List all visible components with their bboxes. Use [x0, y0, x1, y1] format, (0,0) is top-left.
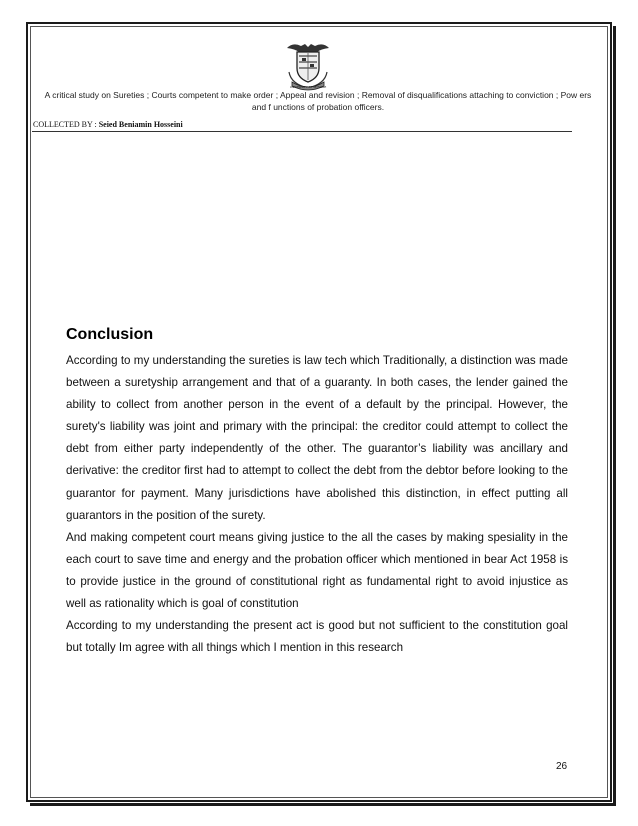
- university-crest-logo: [283, 38, 333, 94]
- collected-by: [33, 120, 183, 129]
- paragraph: According to my understanding the sureties is law tech which Traditionally, a distinction was made between a suretyship arrangement and that of a guaranty. In both cases, the lender gained the ability to collect from another person in the event of a default by the principal. However, the surety's liability was joint and primary with the principal: the creditor could attempt to collect the debt from either party independently of the other. The guarantor’s liability was ancillary and derivative: the creditor first had to attempt to collect the debt from the debtor before looking to the guarantor for payment. Many jurisdictions have abolished this distinction, in effect putting all guarantors in the position of the surety.: [66, 354, 568, 522]
- running-title: A critical study on Sureties ; Courts competent to make order ; Appeal and revision ; Removal of disqualifications attaching to conviction ; Pow ers and f unctions of probation officers.: [44, 90, 592, 112]
- crest-motto: UNIVERSITY OF MYSORE: [289, 85, 327, 89]
- section-heading: Conclusion: [66, 326, 154, 343]
- conclusion-body: [66, 350, 568, 659]
- crest-eagle: [287, 44, 329, 52]
- paragraph: And making competent court means giving justice to the all the cases by making spesiality in the each court to save time and energy and the probation officer which mentioned in bear Act 1958 is to provide justice in the ground of constitutional right as fundamental right to avoid injustice as well as rationality which is goal of constitution: [66, 530, 568, 611]
- page-number: 26: [556, 761, 568, 772]
- author-name: Seied Beniamin Hosseini: [98, 120, 183, 129]
- collected-label: COLLECTED BY :: [33, 120, 99, 129]
- paragraph: According to my understanding the present act is good but not sufficient to the constitution goal but totally Im agree with all things which I mention in this research: [66, 619, 568, 655]
- header-divider: [32, 131, 572, 132]
